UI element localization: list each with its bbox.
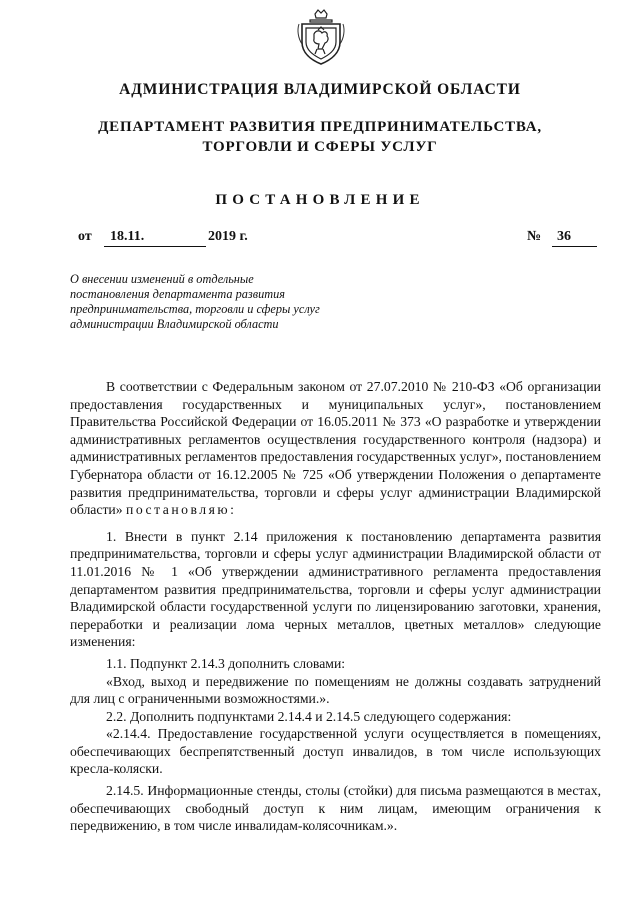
subject-line: предпринимательства, торговли и сферы услуг [70,302,320,316]
item-1-1-paragraph: 1.1. Подпункт 2.14.3 дополнить словами: [106,655,346,671]
subject-line: постановления департамента развития [70,287,285,301]
department-name-line1: ДЕПАРТАМЕНТ РАЗВИТИЯ ПРЕДПРИНИМАТЕЛЬСТВА, [98,119,542,135]
item-1-1-quote: «Вход, выход и передвижение по помещениям не должны создавать затруднений для лиц с ограниченными возможностями.». [70,673,601,707]
date-prefix: от [78,229,92,244]
number-prefix: № [527,229,542,244]
preamble-paragraph [70,378,601,519]
document-type-title: ПОСТАНОВЛЕНИЕ [215,192,425,208]
document-body [70,378,601,835]
subject-line: О внесении изменений в отдельные [70,272,254,286]
item-1-2-paragraph: 2.2. Дополнить подпунктами 2.14.4 и 2.14.5 следующего содержания: [106,708,512,724]
department-name [0,117,640,157]
item-1-paragraph: 1. Внести в пункт 2.14 приложения к постановлению департамента развития предпринимательства, торговли и сферы услуг администрации Владимирской области от 11.01.2016 № 1 «Об утверждении административного регламента предоставления департаментом развития предпринимательства, торговли и сферы услуг администрации Владимирской области государственной услуги по лицензированию заготовки, хранения, переработки и реализации лома черных металлов, цветных металлов» следующие изменения: [70,528,601,650]
document-date: 18.11. [104,228,206,247]
department-name-line2: ТОРГОВЛИ И СФЕРЫ УСЛУГ [202,139,438,155]
coat-of-arms-emblem [296,8,346,66]
preamble-text: В соответствии с Федеральным законом от 27.07.2010 № 210-ФЗ «Об организации предоставления государственных и муниципальных услуг», постановлением Правительства Российской Федерации от 16.05.2011 № 373 «О разработке и утверждении административных регламентов осуществления государственного контроля (надзора) и административных регламентов предоставления государственных услуг», постановлением Губернатора области от 16.12.2005 № 725 «Об утверждении Положения о департаменте развития предпринимательства, торговли и сферы услуг администрации Владимирской области» [70,379,601,518]
document-number: 36 [552,228,597,247]
document-subject [70,272,370,332]
decree-word: постановляю: [126,502,237,518]
document-year: 2019 г. [208,229,248,244]
item-2-14-4-paragraph: «2.14.4. Предоставление государственной услуги осуществляется в помещениях, обеспечивающих беспрепятственный доступ инвалидов, в том числе использующих кресла-коляски. [70,726,601,777]
item-2-14-5-paragraph: 2.14.5. Информационные стенды, столы (стойки) для письма размещаются в местах, обеспечивающих свободный доступ к ним лицам, имеющим ограничения к передвижению, в том числе инвалидам-колясочникам.». [70,783,601,834]
organization-name: АДМИНИСТРАЦИЯ ВЛАДИМИРСКОЙ ОБЛАСТИ [119,81,521,98]
subject-line: администрации Владимирской области [70,317,279,331]
